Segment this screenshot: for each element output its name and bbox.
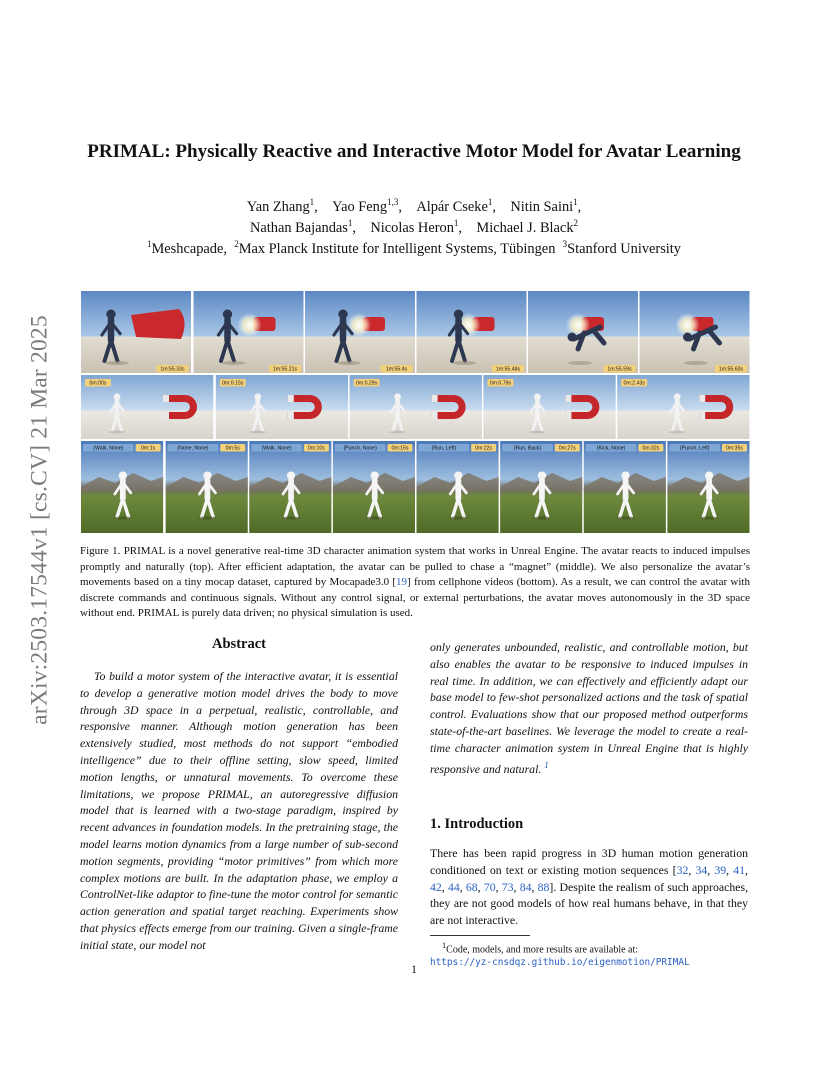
author1-sup-3: 1: [573, 197, 578, 207]
author2-2: Michael J. Black$^2$: [476, 218, 579, 236]
magnet-time-2: 0m:0.29s: [355, 380, 378, 387]
abstract-heading: Abstract: [212, 636, 266, 652]
action-time-7: 0m:35s: [725, 445, 744, 452]
author2-sup-1: 1: [453, 218, 459, 228]
footnote-number: 1: [442, 941, 447, 950]
affiliation-0: Meshcapade,: [151, 240, 227, 257]
magnet-time-1: 0m:0.15s: [222, 380, 244, 387]
impulse-frame-5: [640, 291, 750, 373]
introduction-heading: 1. Introduction: [430, 816, 524, 832]
affiliation-2: Stanford University: [567, 240, 682, 257]
impulse-time-4: 1m:55.59s: [607, 366, 632, 373]
intro-citation-44[interactable]: 44: [447, 879, 460, 894]
action-frame-0: [81, 441, 163, 533]
action-time-2: 0m:10s: [307, 445, 325, 452]
footnote: [430, 939, 750, 969]
impulse-frame-3: [417, 291, 527, 373]
impulse-frame-0: [81, 291, 191, 373]
abstract-right-column: [430, 639, 748, 777]
action-frame-1: [166, 441, 248, 533]
action-cmd-6: (Kick, None): [596, 445, 626, 452]
magnet-frame-2: [350, 375, 482, 439]
arxiv-id-text: arXiv:2503.17544v1 [cs.CV] 21 Mar 2025: [26, 315, 53, 725]
intro-text-b: ]. Despite the realism of such approaches, they are not good models of how real humans behave, in that they are not interactive.: [430, 879, 749, 928]
author1-0: Yan Zhang$^1$: [246, 197, 315, 215]
author2-0: Nathan Bajandas$^1$: [249, 218, 353, 236]
author1-sup-1: 1,3: [387, 197, 399, 207]
intro-citation-70[interactable]: 70: [483, 879, 496, 894]
affiliations: [40, 234, 788, 260]
intro-citation-84[interactable]: 84: [519, 879, 532, 894]
figure-1-image: [81, 291, 750, 533]
intro-citation-68[interactable]: 68: [465, 879, 478, 894]
action-cmd-0: (Walk, None): [93, 445, 124, 452]
action-cmd-3: (Punch, None): [343, 445, 377, 452]
magnet-frame-4: [617, 375, 749, 439]
footnote-rule: [430, 935, 530, 936]
action-cmd-7: (Punch, Left): [679, 445, 710, 452]
introduction-paragraph: There has been rapid progress in 3D human motion generation conditioned on text or existing motion sequences [32, 34, 39, 41, 42, 44, 68, 70, 73, 84, 88]. Despite the realism of such approaches, they are not good models of how real humans behave, in that they are not interactive.: [430, 846, 749, 928]
author1-2: Alpár Cseke$^1$: [416, 197, 493, 215]
caption-label: Figure 1.: [80, 545, 121, 557]
abstract-left-column: To build a motor system of the interactive avatar, it is essential to develop a generative motion model drives the body to move through 3D space in a perpetual, realistic, controllable, and responsive manner. Although motion generation has been extensively studied, most methods do not support “embodied intelligence” due to their offline setting, slow speed, limited motion lengths, or unnatural movements. To overcome these limitations, we propose PRIMAL, an autoregressive diffusion model that is learned with a two-stage paradigm, inspired by recent advances in foundation models. In the pretraining stage, the model learns motion dynamics from a large number of sub-second motion segments, providing “motor primitives” from which more complex motions are built. In the adaptation phase, we employ a ControlNet-like adaptor to fine-tune the motor control for semantic action generation and spatial target reaching. Experiments show that physics effects emerge from our training. Given a single-frame initial state, our model not: [80, 669, 398, 952]
intro-citation-39[interactable]: 39: [714, 862, 727, 877]
intro-citation-88[interactable]: 88: [537, 879, 550, 894]
action-frame-6: [584, 441, 666, 533]
action-frame-2: [249, 441, 331, 533]
page-number: 1: [411, 962, 417, 976]
author1-1: Yao Feng$^{1,3}$: [332, 197, 399, 215]
affiliation-sup-1: 2: [234, 239, 239, 249]
caption-citation[interactable]: 19: [396, 576, 408, 589]
impact-flash: [238, 313, 262, 337]
impulse-frame-4: [528, 291, 638, 373]
intro-citation-32[interactable]: 32: [676, 862, 689, 877]
impulse-frame-1: [194, 291, 304, 373]
affiliation-sup-2: 3: [562, 239, 568, 249]
affiliation-1: Max Planck Institute for Intelligent Systems, Tübingen: [238, 240, 556, 257]
magnet-frame-3: [483, 375, 615, 439]
action-time-3: 0m:15s: [391, 445, 409, 452]
action-cmd-2: (Walk, None): [261, 445, 292, 452]
action-cmd-5: (Run, Back): [513, 445, 542, 452]
impulse-frame-2: [305, 291, 415, 373]
authors-line-2: Nathan Bajandas$^1$, Nicolas Heron$^1$, Michael J. Black$^2$: [249, 218, 579, 236]
intro-citation-41[interactable]: 41: [733, 862, 746, 877]
action-time-1: 0m:5s: [225, 445, 240, 452]
intro-citation-42[interactable]: 42: [430, 879, 442, 894]
paper-title: PRIMAL: Physically Reactive and Interactive Motor Model for Avatar Learning: [87, 141, 741, 162]
impulse-time-2: 1m:55.4s: [385, 366, 408, 373]
authors-line-1: Yan Zhang$^1$, Yao Feng$^{1,3}$, Alpár Cseke$^1$, Nitin Saini$^1$,: [246, 197, 582, 215]
magnet-frame-1: [216, 375, 348, 439]
author2-sup-0: 1: [347, 218, 353, 228]
action-cmd-4: (Run, Left): [431, 445, 457, 452]
action-frame-7: [667, 441, 749, 533]
action-time-6: 0m:32s: [642, 445, 660, 452]
action-time-0: 0m:1s: [141, 445, 156, 452]
action-frame-3: [333, 441, 415, 533]
caption-text-b: ] from cellphone videos (bottom). As a result, we can control the avatar with discrete commands and continuous signals. Without any control signal, or external perturbations, the avatar moves autonomously in the 3D space without end. PRIMAL is purely data driven; no physical simulation is used.: [80, 576, 750, 620]
figure-1-caption: [80, 544, 750, 622]
footnote-mark-link[interactable]: 1: [544, 759, 549, 770]
abstract-right-text: only generates unbounded, realistic, and controllable motion, but also enables the avatar to be responsive to induced impulses in real time. In addition, we can effectively and efficiently adapt our base model to few-shot personalized actions and the task of spatial control. Evaluations show that our proposed method outperforms state-of-the-art baselines. We leverage the model to create a real-time character animation system in Unreal Engine that is highly responsive and natural.: [430, 640, 748, 776]
footnote-url-link[interactable]: https://yz-cnsdqz.github.io/eigenmotion/PRIMAL: [430, 957, 690, 969]
action-time-5: 0m:27s: [558, 445, 576, 452]
magnet-time-0: 0m:00s: [89, 380, 107, 387]
magnet-frame-0: [81, 375, 213, 439]
action-frame-5: [500, 441, 582, 533]
magnet-time-3: 0m:0.79s: [489, 380, 512, 387]
caption-text-a: PRIMAL is a novel generative real-time 3D character animation system that works in Unreal Engine. The avatar reacts to induced impulses promptly and naturally (top). After efficient adaptation, the avatar can be pulled to chase a “magnet” (middle). We also personalize the avatar’s movements based on a tiny mocap dataset, captured by Mocapade3.0 [: [80, 545, 750, 589]
author1-3: Nitin Saini$^1$: [510, 197, 578, 215]
arxiv-side-identifier: [22, 285, 58, 755]
author2-sup-2: 2: [573, 218, 579, 228]
author1-sup-2: 1: [487, 197, 493, 207]
intro-citation-73[interactable]: 73: [501, 879, 514, 894]
intro-citation-34[interactable]: 34: [695, 862, 708, 877]
action-cmd-1: (None, None): [177, 445, 209, 452]
magnet-time-4: 0m:2.43s: [623, 380, 645, 387]
action-time-4: 0m:22s: [475, 445, 493, 452]
action-frame-4: [417, 441, 499, 533]
author1-sup-0: 1: [309, 197, 315, 207]
impulse-time-3: 1m:55.48s: [495, 366, 521, 373]
intro-text-a: There has been rapid progress in 3D human motion generation conditioned on text or existing motion sequences [: [430, 846, 748, 877]
author2-1: Nicolas Heron$^1$: [370, 218, 459, 236]
impulse-time-1: 1m:55.21s: [272, 366, 298, 373]
footnote-text: Code, models, and more results are available at:: [446, 944, 639, 956]
impulse-time-0: 1m:55.33s: [160, 366, 185, 373]
impulse-time-5: 1m:55.60s: [718, 366, 744, 373]
affiliation-sup-0: 1: [146, 239, 152, 249]
